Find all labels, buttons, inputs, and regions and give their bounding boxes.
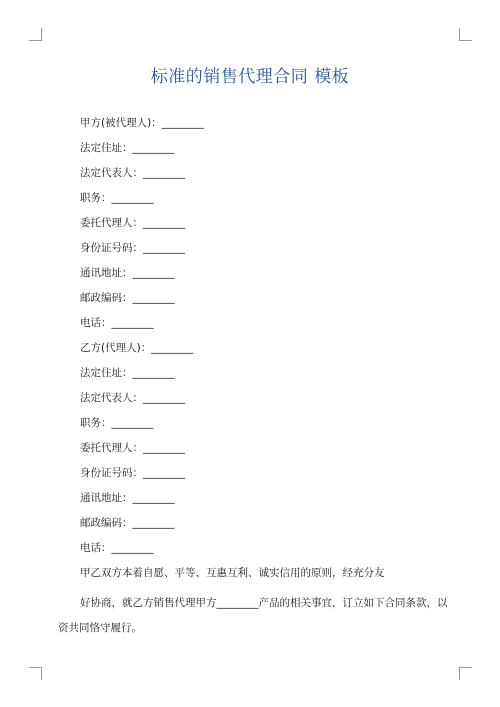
corner-mark-bottom-right xyxy=(459,667,472,680)
party-a-legal-rep-field: 法定代表人：________ xyxy=(80,167,185,179)
party-b-mailing-address-field: 通讯地址：________ xyxy=(80,492,175,504)
party-a-id-number-field: 身份证号码：________ xyxy=(80,242,185,254)
corner-mark-top-right xyxy=(459,28,472,41)
party-b-id-number-field: 身份证号码：________ xyxy=(80,467,185,479)
document-title: 标准的销售代理合同 模板 xyxy=(150,67,350,87)
body-paragraph-line-1: 甲乙双方本着自愿、平等、互惠互利、诚实信用的原则，经充分友 xyxy=(80,567,385,579)
party-a-position-field: 职务：________ xyxy=(80,192,154,204)
body-paragraph-line-3: 资共同恪守履行。 xyxy=(58,622,142,634)
party-b-name-field: 乙方(代理人)：________ xyxy=(80,342,194,354)
party-b-agent-field: 委托代理人：________ xyxy=(80,442,185,454)
party-a-agent-field: 委托代理人：________ xyxy=(80,217,185,229)
corner-mark-bottom-left xyxy=(29,667,42,680)
party-a-mailing-address-field: 通讯地址：________ xyxy=(80,267,175,279)
party-a-address-field: 法定住址：________ xyxy=(80,142,175,154)
party-b-postal-code-field: 邮政编码：________ xyxy=(80,517,175,529)
party-a-phone-field: 电话：________ xyxy=(80,317,154,329)
party-a-name-field: 甲方(被代理人)：________ xyxy=(80,117,204,129)
party-a-postal-code-field: 邮政编码：________ xyxy=(80,292,175,304)
body-paragraph-line-2: 好协商，就乙方销售代理甲方________产品的相关事宜，订立如下合同条款，以 xyxy=(80,597,448,609)
party-b-position-field: 职务：________ xyxy=(80,417,154,429)
party-b-address-field: 法定住址：________ xyxy=(80,367,175,379)
party-b-legal-rep-field: 法定代表人：________ xyxy=(80,392,185,404)
party-b-phone-field: 电话：________ xyxy=(80,542,154,554)
corner-mark-top-left xyxy=(29,28,42,41)
